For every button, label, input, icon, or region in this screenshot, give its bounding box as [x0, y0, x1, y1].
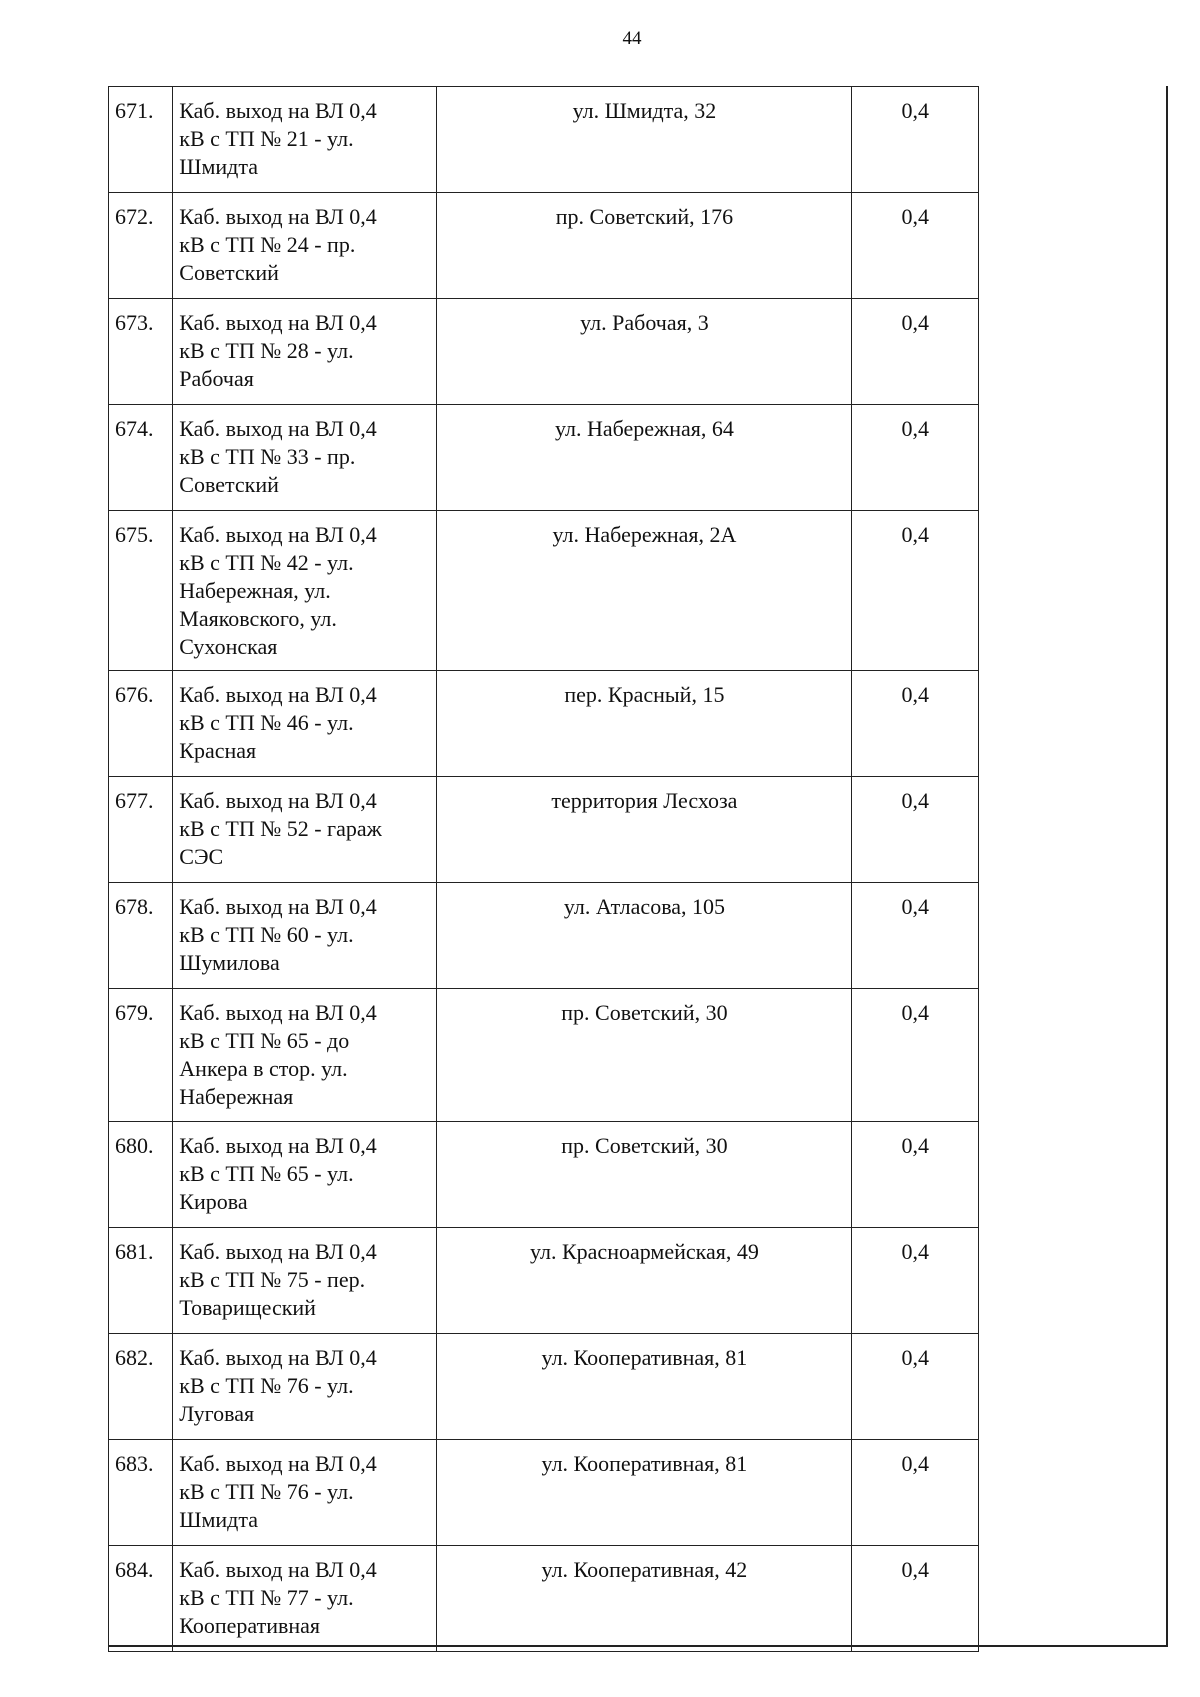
table-row	[109, 1546, 979, 1652]
description-line: Каб. выход на ВЛ 0,4	[179, 682, 377, 707]
voltage-value: 0,4	[852, 1440, 979, 1546]
voltage-value: 0,4	[852, 777, 979, 883]
description-line: кВ с ТП № 24 - пр.	[179, 232, 356, 257]
object-description	[173, 883, 437, 989]
object-description	[173, 299, 437, 405]
description-line: кВ с ТП № 52 - гараж	[179, 816, 382, 841]
row-number: 681.	[109, 1228, 173, 1334]
voltage-value: 0,4	[852, 511, 979, 671]
description-line: кВ с ТП № 46 - ул.	[179, 710, 354, 735]
object-address: пр. Советский, 30	[437, 1122, 852, 1228]
object-description	[173, 1440, 437, 1546]
description-line: Каб. выход на ВЛ 0,4	[179, 416, 377, 441]
description-line: Кирова	[179, 1189, 248, 1214]
row-number: 684.	[109, 1546, 173, 1652]
row-number: 677.	[109, 777, 173, 883]
row-number: 682.	[109, 1334, 173, 1440]
description-line: Каб. выход на ВЛ 0,4	[179, 204, 377, 229]
object-address: ул. Набережная, 2А	[437, 511, 852, 671]
row-number: 676.	[109, 671, 173, 777]
description-line: кВ с ТП № 75 - пер.	[179, 1267, 366, 1292]
object-description	[173, 989, 437, 1122]
voltage-value: 0,4	[852, 405, 979, 511]
description-line: Каб. выход на ВЛ 0,4	[179, 310, 377, 335]
voltage-value: 0,4	[852, 1122, 979, 1228]
object-address: пр. Советский, 176	[437, 193, 852, 299]
table-row	[109, 193, 979, 299]
table-row	[109, 1440, 979, 1546]
description-line: кВ с ТП № 76 - ул.	[179, 1479, 354, 1504]
registry-table	[108, 86, 979, 1652]
object-address: ул. Кооперативная, 42	[437, 1546, 852, 1652]
description-line: кВ с ТП № 77 - ул.	[179, 1585, 354, 1610]
description-line: кВ с ТП № 42 - ул.	[179, 550, 354, 575]
object-description	[173, 511, 437, 671]
table-row	[109, 883, 979, 989]
table-row	[109, 989, 979, 1122]
description-line: кВ с ТП № 21 - ул.	[179, 126, 354, 151]
row-number: 679.	[109, 989, 173, 1122]
description-line: кВ с ТП № 76 - ул.	[179, 1373, 354, 1398]
description-line: Каб. выход на ВЛ 0,4	[179, 1000, 377, 1025]
object-description	[173, 671, 437, 777]
object-address: ул. Рабочая, 3	[437, 299, 852, 405]
object-description	[173, 1546, 437, 1652]
voltage-value: 0,4	[852, 883, 979, 989]
description-line: Рабочая	[179, 366, 254, 391]
object-address: пр. Советский, 30	[437, 989, 852, 1122]
voltage-value: 0,4	[852, 671, 979, 777]
description-line: Каб. выход на ВЛ 0,4	[179, 1345, 377, 1370]
description-line: Красная	[179, 738, 257, 763]
voltage-value: 0,4	[852, 989, 979, 1122]
frame-right-border	[1166, 86, 1168, 1647]
description-line: Каб. выход на ВЛ 0,4	[179, 98, 377, 123]
table-row	[109, 511, 979, 671]
description-line: кВ с ТП № 33 - пр.	[179, 444, 356, 469]
object-description	[173, 405, 437, 511]
object-address: ул. Кооперативная, 81	[437, 1440, 852, 1546]
object-address: территория Лесхоза	[437, 777, 852, 883]
description-line: кВ с ТП № 65 - до	[179, 1028, 350, 1053]
table-row	[109, 1334, 979, 1440]
object-address: ул. Набережная, 64	[437, 405, 852, 511]
object-description	[173, 1228, 437, 1334]
description-line: Шумилова	[179, 950, 280, 975]
description-line: Каб. выход на ВЛ 0,4	[179, 1451, 377, 1476]
description-line: Советский	[179, 472, 279, 497]
object-address: ул. Красноармейская, 49	[437, 1228, 852, 1334]
description-line: кВ с ТП № 28 - ул.	[179, 338, 354, 363]
object-description	[173, 1122, 437, 1228]
object-description	[173, 87, 437, 193]
row-number: 675.	[109, 511, 173, 671]
description-line: Маяковского, ул.	[179, 606, 337, 631]
page-number: 44	[622, 28, 642, 49]
table-row	[109, 777, 979, 883]
row-number: 671.	[109, 87, 173, 193]
description-line: Набережная, ул.	[179, 578, 331, 603]
table-row	[109, 671, 979, 777]
row-number: 683.	[109, 1440, 173, 1546]
description-line: Анкера в стор. ул.	[179, 1056, 348, 1081]
table-row	[109, 1122, 979, 1228]
description-line: Каб. выход на ВЛ 0,4	[179, 894, 377, 919]
row-number: 672.	[109, 193, 173, 299]
voltage-value: 0,4	[852, 1546, 979, 1652]
voltage-value: 0,4	[852, 193, 979, 299]
description-line: Каб. выход на ВЛ 0,4	[179, 788, 377, 813]
voltage-value: 0,4	[852, 1228, 979, 1334]
table-row	[109, 405, 979, 511]
object-address: ул. Атласова, 105	[437, 883, 852, 989]
table-row	[109, 1228, 979, 1334]
description-line: Каб. выход на ВЛ 0,4	[179, 1133, 377, 1158]
row-number: 673.	[109, 299, 173, 405]
table-row	[109, 299, 979, 405]
description-line: СЭС	[179, 844, 224, 869]
description-line: Луговая	[179, 1401, 255, 1426]
description-line: Каб. выход на ВЛ 0,4	[179, 1557, 377, 1582]
description-line: Кооперативная	[179, 1613, 321, 1638]
description-line: Набережная	[179, 1084, 294, 1109]
description-line: Шмидта	[179, 154, 259, 179]
voltage-value: 0,4	[852, 1334, 979, 1440]
description-line: Каб. выход на ВЛ 0,4	[179, 522, 377, 547]
description-line: Советский	[179, 260, 279, 285]
object-address: пер. Красный, 15	[437, 671, 852, 777]
description-line: Сухонская	[179, 634, 278, 659]
voltage-value: 0,4	[852, 299, 979, 405]
description-line: Товарищеский	[179, 1295, 316, 1320]
row-number: 678.	[109, 883, 173, 989]
voltage-value: 0,4	[852, 87, 979, 193]
object-description	[173, 1334, 437, 1440]
table-row	[109, 87, 979, 193]
description-line: кВ с ТП № 65 - ул.	[179, 1161, 354, 1186]
object-address: ул. Шмидта, 32	[437, 87, 852, 193]
description-line: кВ с ТП № 60 - ул.	[179, 922, 354, 947]
object-description	[173, 193, 437, 299]
description-line: Шмидта	[179, 1507, 259, 1532]
registry-table-body	[109, 87, 979, 1652]
row-number: 680.	[109, 1122, 173, 1228]
object-address: ул. Кооперативная, 81	[437, 1334, 852, 1440]
row-number: 674.	[109, 405, 173, 511]
description-line: Каб. выход на ВЛ 0,4	[179, 1239, 377, 1264]
object-description	[173, 777, 437, 883]
